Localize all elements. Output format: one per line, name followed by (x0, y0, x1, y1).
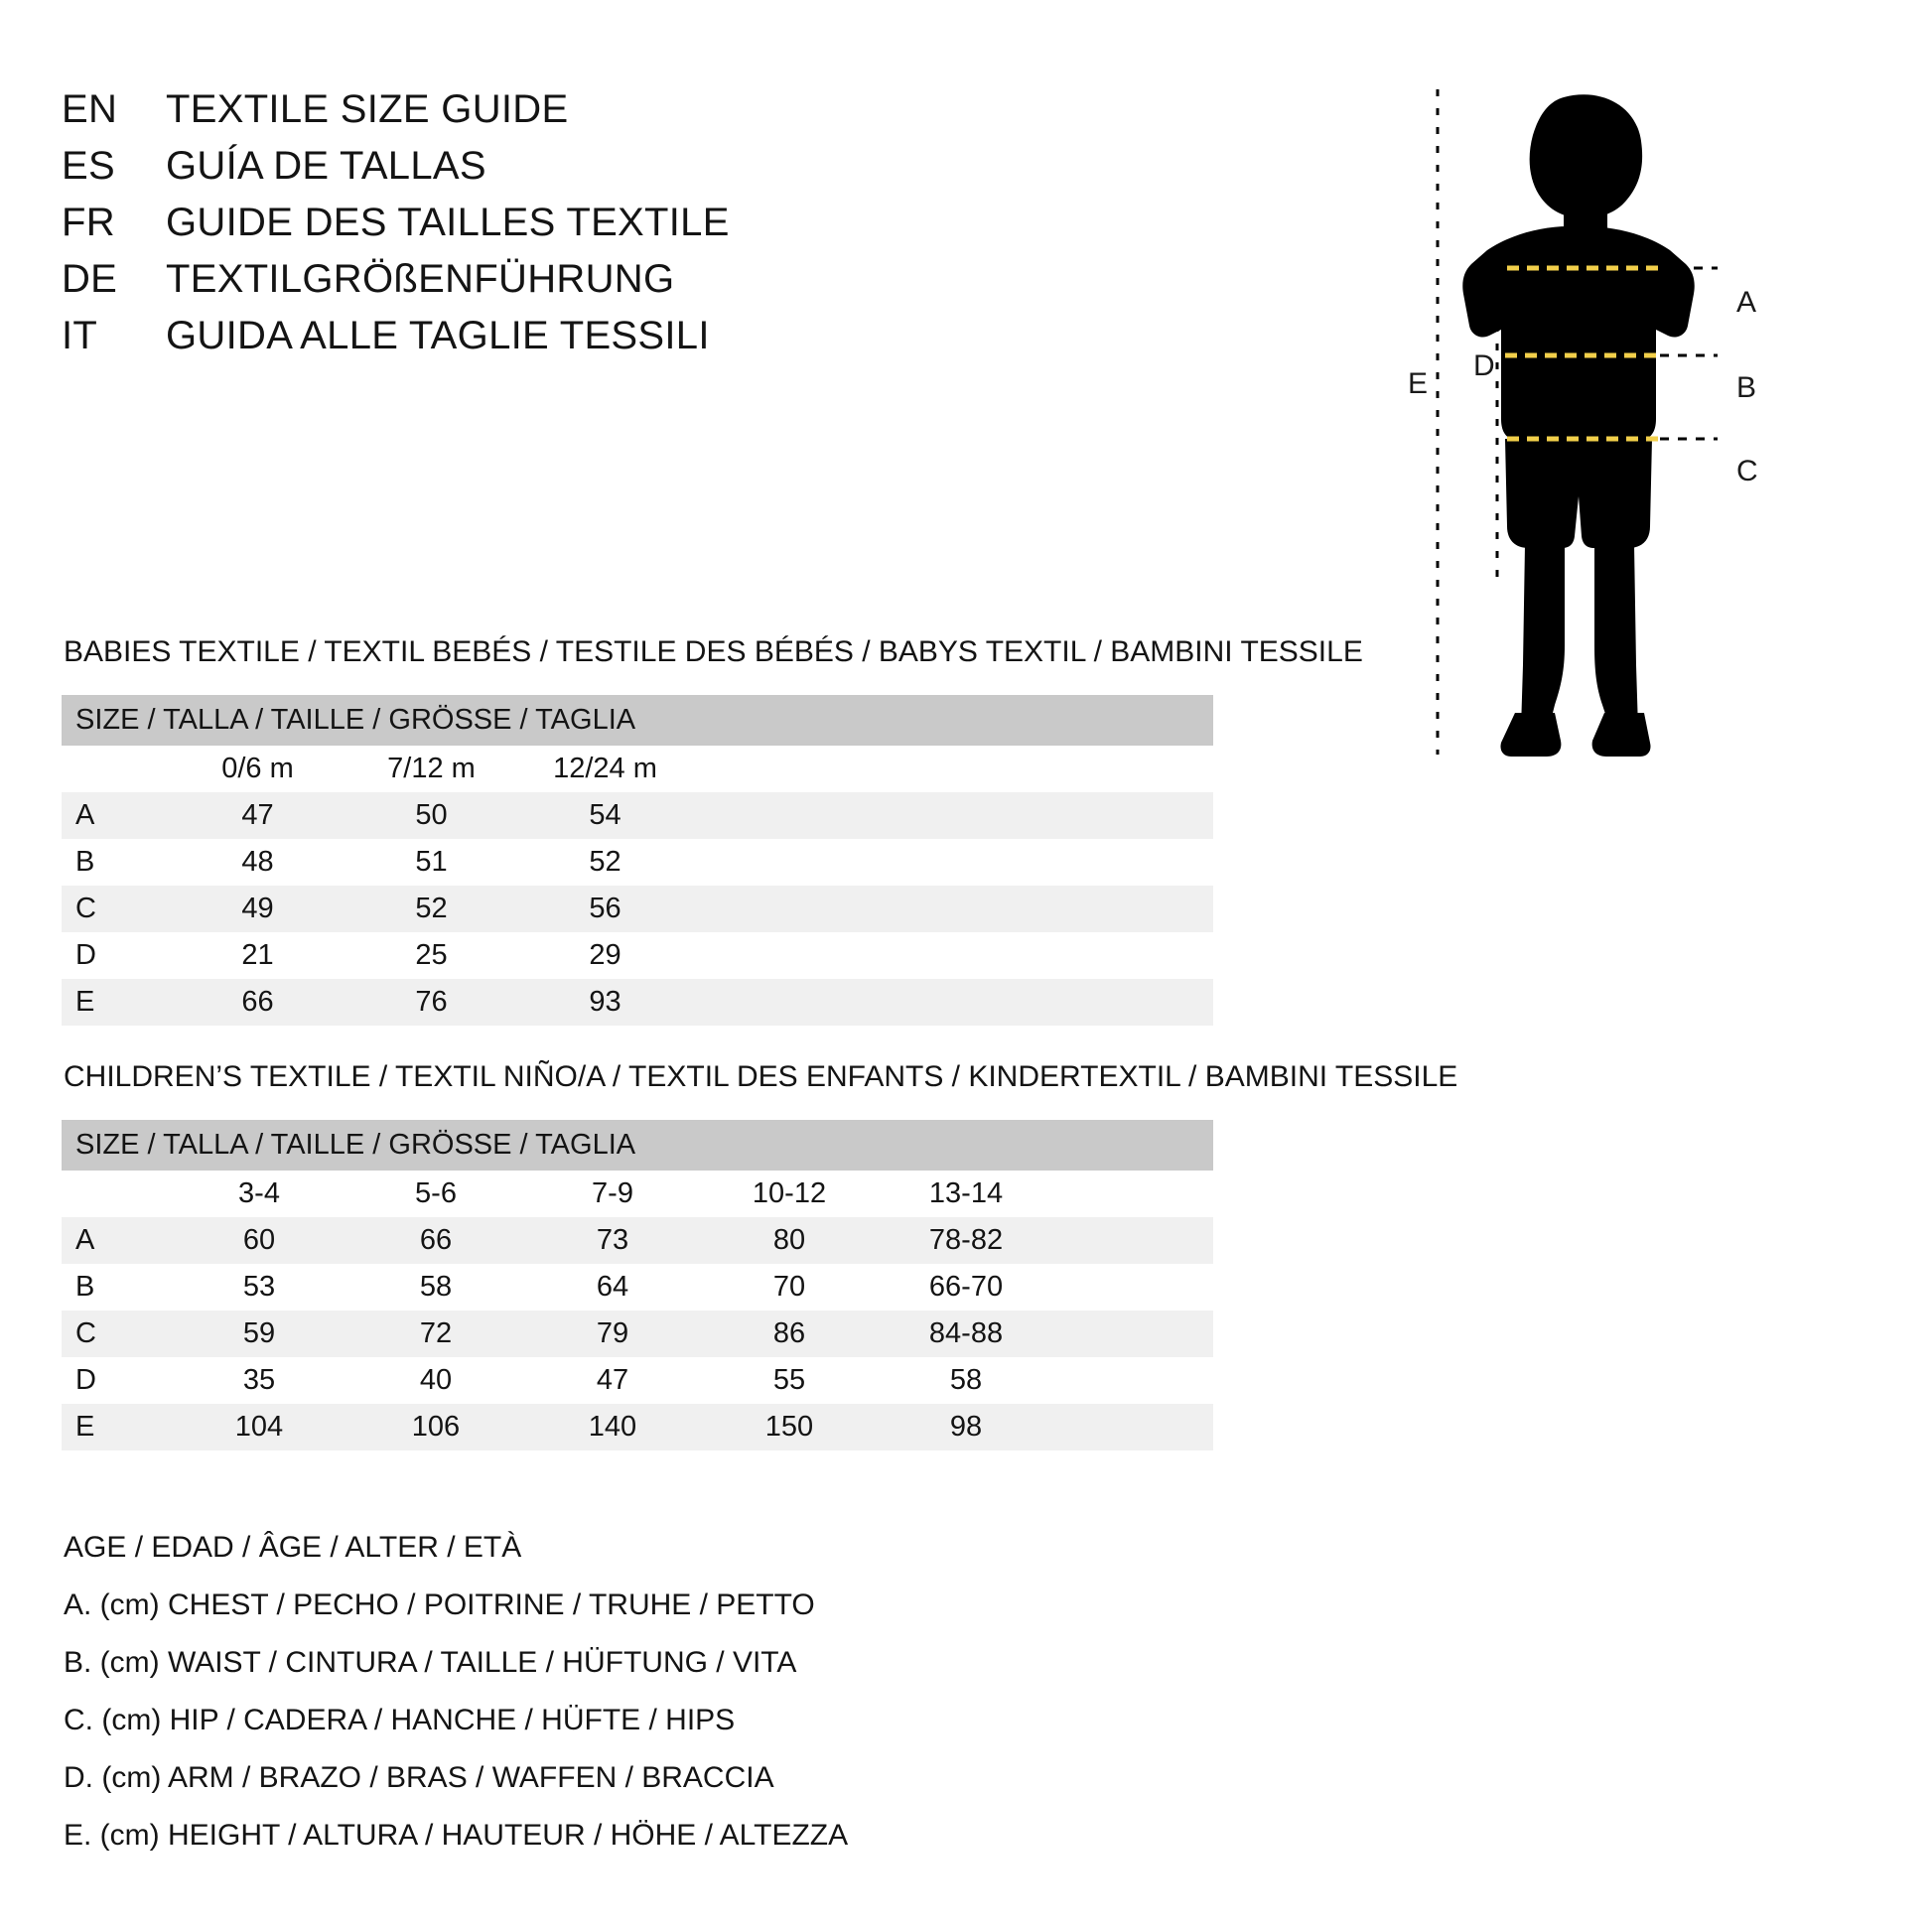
measurement-figure (1390, 69, 1886, 764)
table-row (62, 1357, 1213, 1404)
children-cell-a-4: 78-82 (878, 1217, 1054, 1264)
children-cell-c-3: 86 (701, 1311, 878, 1357)
legend-height: E. (cm) HEIGHT / ALTURA / HAUTEUR / HÖHE / ALTEZZA (64, 1819, 849, 1852)
language-code-es: ES (62, 144, 115, 188)
children-cell-a-1: 66 (347, 1217, 524, 1264)
table-row (62, 886, 1213, 932)
babies-cell-a-0: 47 (171, 792, 345, 839)
children-cell-e-2: 140 (524, 1404, 701, 1450)
babies-cell-b-2: 52 (589, 846, 621, 878)
children-cell-e-3: 150 (701, 1404, 878, 1450)
children-row-label-d: D (75, 1364, 96, 1396)
figure-label-e: E (1408, 367, 1429, 400)
children-cell-d-1: 40 (419, 1364, 453, 1396)
figure-label-b: B (1736, 371, 1757, 404)
language-title-en: TEXTILE SIZE GUIDE (166, 87, 569, 131)
children-col-pad (1054, 1171, 1213, 1217)
babies-cell-b-pad (692, 839, 1213, 886)
language-title-fr: GUIDE DES TAILLES TEXTILE (166, 201, 730, 244)
children-cell-a-3: 80 (701, 1217, 878, 1264)
language-code-de: DE (62, 257, 118, 301)
babies-cell-b-1: 51 (415, 846, 448, 878)
figure-label-c: C (1736, 455, 1758, 487)
children-cell-c-0: 59 (171, 1311, 347, 1357)
children-cell-d-4: 58 (949, 1364, 983, 1396)
children-cell-a-pad (1054, 1217, 1213, 1264)
babies-cell-e-pad (692, 979, 1213, 1026)
babies-row-label-d: D (75, 939, 96, 971)
children-cell-d-pad (1054, 1357, 1213, 1404)
babies-cell-e-1: 76 (345, 979, 518, 1026)
babies-cell-c-pad (692, 886, 1213, 932)
table-row (62, 1404, 1213, 1450)
babies-row-label-b: B (75, 846, 95, 878)
babies-column-header-row (62, 746, 1213, 792)
children-cell-e-pad (1054, 1404, 1213, 1450)
children-cell-b-2: 64 (596, 1271, 629, 1303)
language-row-de (62, 257, 1233, 314)
babies-cell-b-0: 48 (241, 846, 274, 878)
table-head-band-row (62, 695, 1213, 746)
babies-cell-d-2: 29 (589, 939, 621, 971)
children-cell-b-pad (1054, 1264, 1213, 1311)
table-head-band-row (62, 1120, 1213, 1171)
children-cell-a-0: 60 (171, 1217, 347, 1264)
babies-cell-a-1: 50 (345, 792, 518, 839)
babies-cell-a-2: 54 (518, 792, 692, 839)
language-code-it: IT (62, 314, 98, 357)
language-title-it: GUIDA ALLE TAGLIE TESSILI (166, 314, 710, 357)
children-col-0: 3-4 (171, 1171, 347, 1217)
children-corner-cell (62, 1171, 171, 1217)
language-title-block (62, 87, 1233, 370)
babies-cell-e-0: 66 (171, 979, 345, 1026)
children-col-1: 5-6 (347, 1171, 524, 1217)
children-cell-c-pad (1054, 1311, 1213, 1357)
children-head-band: SIZE / TALLA / TAILLE / GRÖSSE / TAGLIA (62, 1120, 1213, 1171)
children-cell-d-3: 55 (772, 1364, 806, 1396)
children-row-label-e: E (62, 1404, 171, 1450)
legend-chest: A. (cm) CHEST / PECHO / POITRINE / TRUHE / PETTO (64, 1588, 815, 1621)
children-cell-c-2: 79 (524, 1311, 701, 1357)
babies-cell-d-1: 25 (415, 939, 448, 971)
language-row-en (62, 87, 1233, 144)
babies-cell-c-2: 56 (518, 886, 692, 932)
legend-waist: B. (cm) WAIST / CINTURA / TAILLE / HÜFTUNG / VITA (64, 1646, 797, 1679)
legend-hip: C. (cm) HIP / CADERA / HANCHE / HÜFTE / HIPS (64, 1704, 736, 1736)
babies-row-label-a: A (62, 792, 171, 839)
language-title-de: TEXTILGRÖßENFÜHRUNG (166, 257, 675, 301)
children-cell-a-2: 73 (524, 1217, 701, 1264)
children-col-4: 13-14 (878, 1171, 1054, 1217)
babies-row-label-c: C (62, 886, 171, 932)
children-cell-c-1: 72 (347, 1311, 524, 1357)
babies-col-2: 12/24 m (518, 746, 692, 792)
children-cell-b-0: 53 (242, 1271, 276, 1303)
legend-arm: D. (cm) ARM / BRAZO / BRAS / WAFFEN / BRACCIA (64, 1761, 774, 1794)
language-row-it (62, 314, 1233, 370)
children-cell-d-2: 47 (596, 1364, 629, 1396)
babies-cell-c-0: 49 (171, 886, 345, 932)
children-cell-e-4: 98 (878, 1404, 1054, 1450)
language-code-fr: FR (62, 201, 115, 244)
children-size-table (62, 1120, 1213, 1450)
babies-col-pad (692, 746, 1213, 792)
children-column-header-row (62, 1171, 1213, 1217)
children-cell-b-1: 58 (419, 1271, 453, 1303)
babies-row-label-e: E (62, 979, 171, 1026)
table-row (62, 979, 1213, 1026)
babies-cell-c-1: 52 (345, 886, 518, 932)
children-col-3: 10-12 (701, 1171, 878, 1217)
figure-label-d: D (1473, 349, 1495, 382)
babies-cell-a-pad (692, 792, 1213, 839)
babies-size-table (62, 695, 1213, 1026)
table-row (62, 792, 1213, 839)
children-row-label-a: A (62, 1217, 171, 1264)
children-cell-e-0: 104 (171, 1404, 347, 1450)
babies-section-title: BABIES TEXTILE / TEXTIL BEBÉS / TESTILE DES BÉBÉS / BABYS TEXTIL / BAMBINI TESSILE (64, 635, 1363, 668)
babies-cell-d-0: 21 (241, 939, 274, 971)
babies-col-0: 0/6 m (171, 746, 345, 792)
children-cell-e-1: 106 (347, 1404, 524, 1450)
babies-head-band: SIZE / TALLA / TAILLE / GRÖSSE / TAGLIA (62, 695, 1213, 746)
children-cell-c-4: 84-88 (878, 1311, 1054, 1357)
table-row (62, 932, 1213, 979)
babies-cell-e-2: 93 (518, 979, 692, 1026)
language-row-es (62, 144, 1233, 201)
children-cell-b-3: 70 (772, 1271, 806, 1303)
language-row-fr (62, 201, 1233, 257)
table-row (62, 839, 1213, 886)
language-code-en: EN (62, 87, 118, 131)
measurement-legend (64, 1519, 1354, 1864)
babies-col-1: 7/12 m (345, 746, 518, 792)
babies-cell-d-pad (692, 932, 1213, 979)
legend-age: AGE / EDAD / ÂGE / ALTER / ETÀ (64, 1531, 522, 1564)
babies-corner-cell (62, 746, 171, 792)
figure-label-a: A (1736, 286, 1757, 319)
table-row (62, 1217, 1213, 1264)
children-row-label-c: C (62, 1311, 171, 1357)
children-row-label-b: B (75, 1271, 95, 1303)
children-cell-b-4: 66-70 (928, 1271, 1004, 1303)
table-row (62, 1264, 1213, 1311)
children-cell-d-0: 35 (242, 1364, 276, 1396)
children-col-2: 7-9 (524, 1171, 701, 1217)
table-row (62, 1311, 1213, 1357)
language-title-es: GUÍA DE TALLAS (166, 144, 486, 188)
children-section-title: CHILDREN’S TEXTILE / TEXTIL NIÑO/A / TEXTIL DES ENFANTS / KINDERTEXTIL / BAMBINI TESSILE (64, 1060, 1458, 1093)
